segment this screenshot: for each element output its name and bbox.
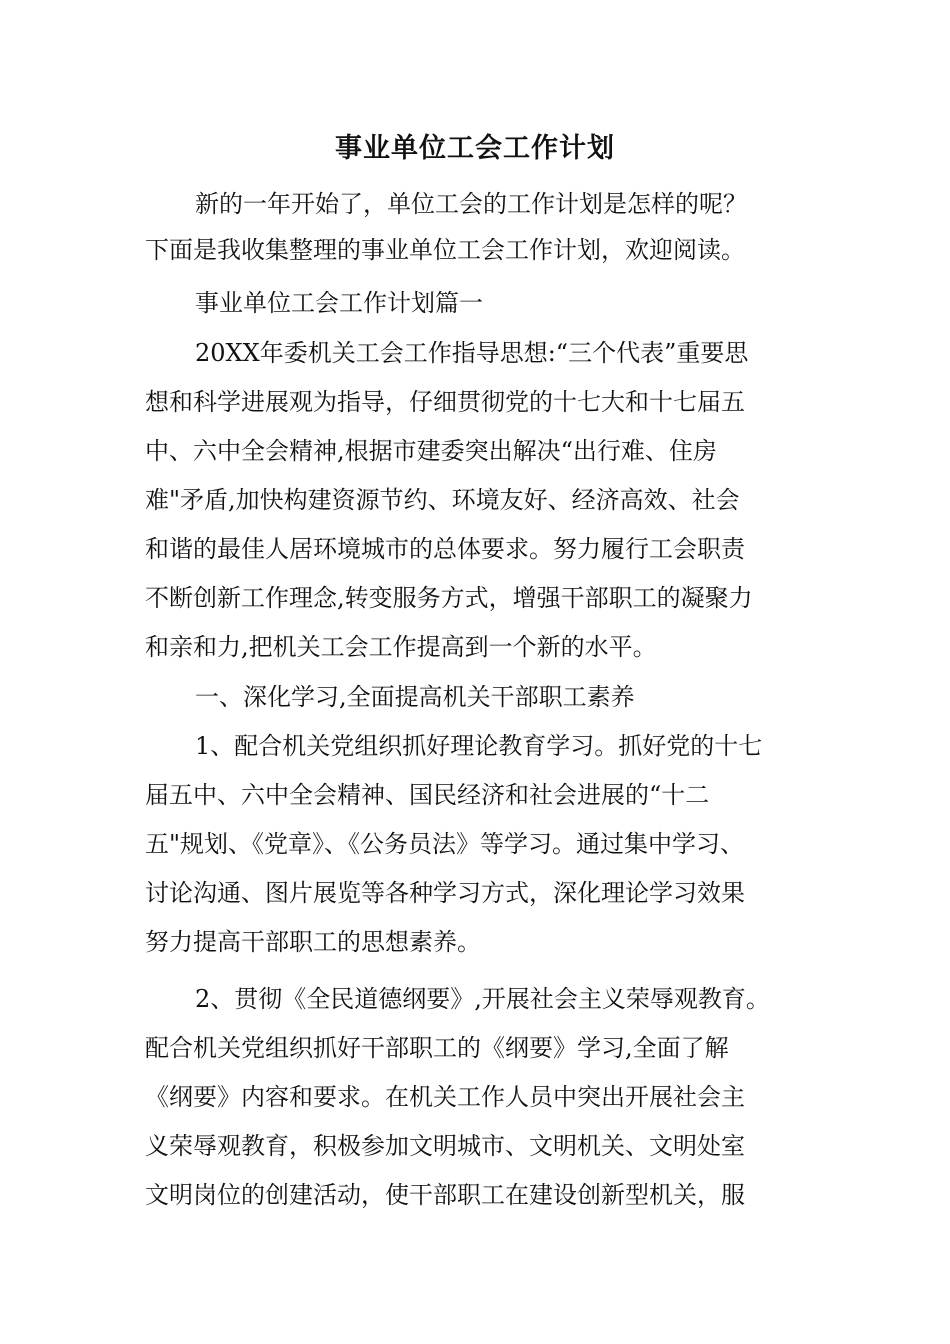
paragraph-line: 下面是我收集整理的事业单位工会工作计划，欢迎阅读。 — [145, 236, 745, 264]
paragraph-line: 想和科学进展观为指导，仔细贯彻党的十七大和十七届五 — [145, 388, 745, 416]
paragraph-line: 配合机关党组织抓好干部职工的《纲要》学习,全面了解 — [145, 1034, 729, 1062]
paragraph-line: 20XX年委机关工会工作指导思想:“三个代表”重要思 — [195, 339, 749, 367]
paragraph-line: 难"矛盾,加快构建资源节约、环境友好、经济高效、社会 — [145, 486, 740, 514]
paragraph-line: 和亲和力,把机关工会工作提高到一个新的水平。 — [145, 633, 657, 661]
paragraph-line: 义荣辱观教育，积极参加文明城市、文明机关、文明处室 — [145, 1132, 745, 1160]
paragraph-line: 和谐的最佳人居环境城市的总体要求。努力履行工会职责 — [145, 535, 745, 563]
paragraph-line: 1、配合机关党组织抓好理论教育学习。抓好党的十七 — [195, 732, 763, 760]
paragraph-line: 届五中、六中全会精神、国民经济和社会进展的“十二 — [145, 781, 710, 809]
document-title: 事业单位工会工作计划 — [335, 133, 615, 164]
section-heading: 一、深化学习,全面提高机关干部职工素养 — [195, 683, 635, 711]
paragraph-line: 2、贯彻《全民道德纲要》,开展社会主义荣辱观教育。 — [195, 985, 770, 1013]
paragraph-line: 文明岗位的创建活动，使干部职工在建设创新型机关，服 — [145, 1181, 745, 1209]
paragraph-line: 五"规划、《党章》、《公务员法》等学习。通过集中学习、 — [145, 830, 745, 858]
paragraph-line: 中、六中全会精神,根据市建委突出解决“出行难、住房 — [145, 437, 717, 465]
paragraph-line: 不断创新工作理念,转变服务方式，增强干部职工的凝聚力 — [145, 584, 753, 612]
paragraph-line: 讨论沟通、图片展览等各种学习方式，深化理论学习效果 — [145, 879, 745, 907]
paragraph-line: 努力提高干部职工的思想素养。 — [145, 928, 481, 956]
paragraph-line: 《纲要》内容和要求。在机关工作人员中突出开展社会主 — [145, 1083, 745, 1111]
paragraph-line: 新的一年开始了，单位工会的工作计划是怎样的呢？ — [195, 190, 747, 218]
section-heading: 事业单位工会工作计划篇一 — [195, 289, 483, 317]
